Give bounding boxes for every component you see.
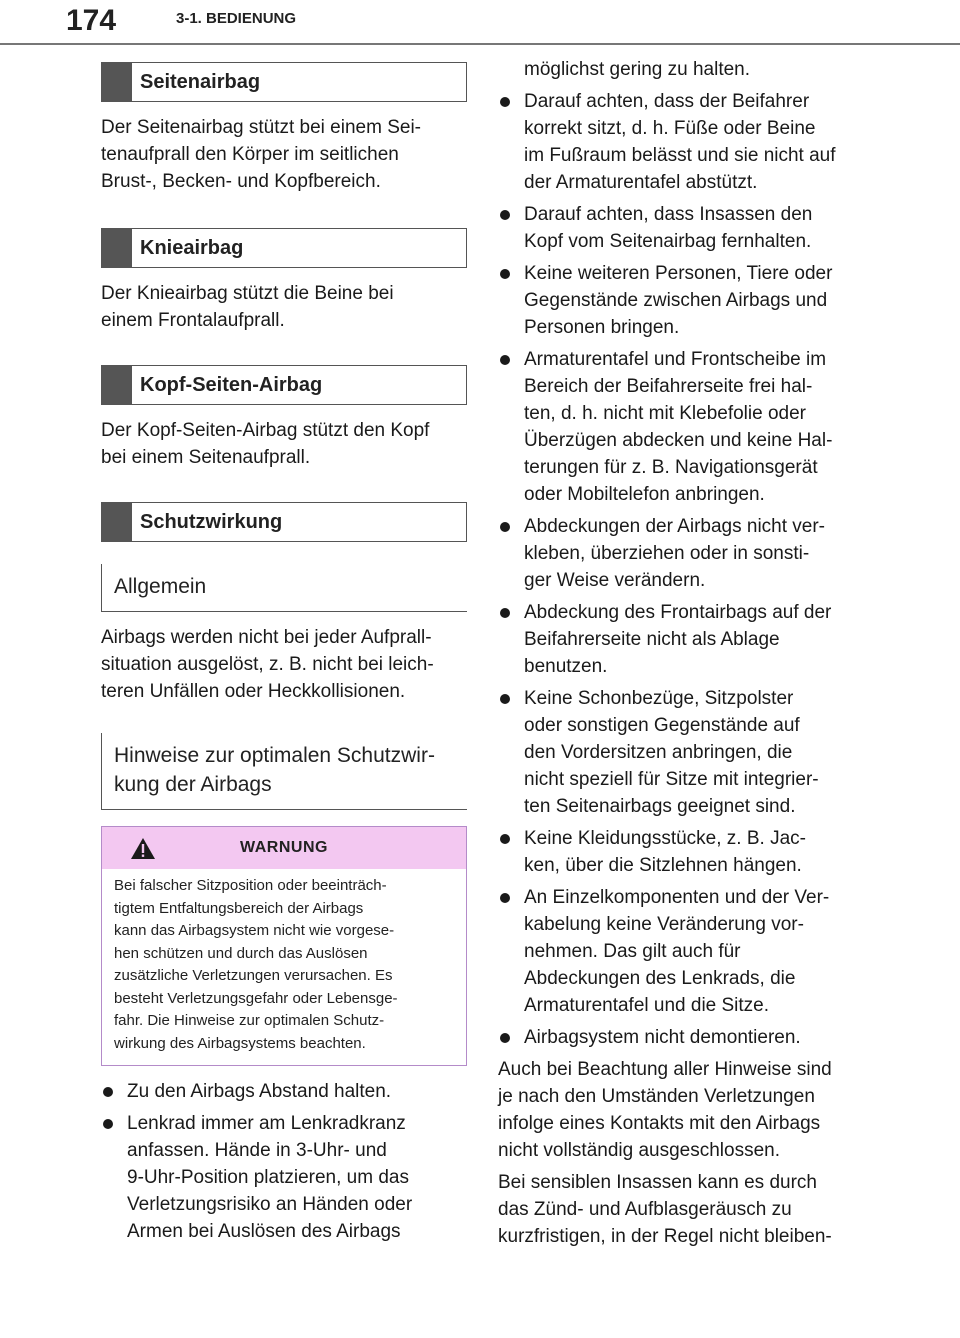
text-line: Der Seitenairbag stützt bei einem Sei-: [101, 117, 421, 138]
text-line: oder Mobiltelefon anbringen.: [524, 484, 765, 505]
text-line: das Zünd- und Aufblasgeräusch zu: [498, 1199, 792, 1220]
heading-kopf-seiten-airbag: [101, 365, 467, 405]
text-line: Darauf achten, dass der Beifahrer: [524, 91, 810, 112]
text-line: kurzfristigen, in der Regel nicht bleiben-: [498, 1226, 832, 1247]
text-line: Brust-, Becken- und Kopfbereich.: [101, 171, 381, 192]
text-line: zusätzliche Verletzungen verursachen. Es: [114, 967, 393, 984]
text-line: Airbags werden nicht bei jeder Aufprall-: [101, 627, 432, 648]
bullet-icon: [103, 1087, 113, 1097]
text-line: benutzen.: [524, 656, 608, 677]
text-line: Bei sensiblen Insassen kann es durch: [498, 1172, 817, 1193]
text-line: nehmen. Das gilt auch für: [524, 941, 741, 962]
text-line: Keine Kleidungsstücke, z. B. Jac-: [524, 828, 806, 849]
bullet-icon: [500, 608, 510, 618]
warning-box: [101, 826, 467, 1066]
text-line: nicht vollständig ausgeschlossen.: [498, 1140, 781, 1161]
list-item: [498, 884, 868, 1019]
continuation-text: [498, 56, 868, 83]
text-line: einem Frontalaufprall.: [101, 310, 285, 331]
text-line: Lenkrad immer am Lenkradkranz: [127, 1113, 406, 1134]
right-bullet-list: [498, 88, 868, 1051]
bullet-icon: [500, 694, 510, 704]
seitenairbag-text: [101, 114, 467, 195]
subheading-allgemein: Allgemein: [101, 564, 467, 612]
list-item: [498, 685, 868, 820]
text-line: im Fußraum belässt und sie nicht auf: [524, 145, 836, 166]
text-line: Bereich der Beifahrerseite frei hal-: [524, 376, 813, 397]
heading-label: Seitenairbag: [140, 70, 261, 93]
text-line: ten, d. h. nicht mit Klebefolie oder: [524, 403, 806, 424]
bullet-icon: [500, 1033, 510, 1043]
bullet-icon: [103, 1119, 113, 1129]
kopf-text: [101, 417, 467, 471]
header-divider: [0, 43, 960, 45]
heading-schutzwirkung: [101, 502, 467, 542]
text-line: Armaturentafel und die Sitze.: [524, 995, 770, 1016]
text-line: Auch bei Beachtung aller Hinweise sind: [498, 1059, 832, 1080]
text-line: Gegenstände zwischen Airbags und: [524, 290, 828, 311]
right-column: [498, 56, 868, 1250]
text-line: 9-Uhr-Position platzieren, um das: [127, 1167, 409, 1188]
text-line: Der Knieairbag stützt die Beine bei: [101, 283, 394, 304]
heading-knieairbag: [101, 228, 467, 268]
list-item: [498, 260, 868, 341]
text-line: An Einzelkomponenten und der Ver-: [524, 887, 830, 908]
text-line: Keine Schonbezüge, Sitzpolster: [524, 688, 794, 709]
text-line: nicht speziell für Sitze mit integrier-: [524, 769, 819, 790]
text-line: Zu den Airbags Abstand halten.: [127, 1081, 392, 1102]
heading-label: Knieairbag: [140, 236, 244, 259]
warning-title: WARNUNG: [240, 839, 328, 856]
text-line: Bei falscher Sitzposition oder beeinträch-: [114, 877, 387, 894]
heading-bar: [102, 503, 132, 541]
text-line: Überzügen abdecken und keine Hal-: [524, 430, 833, 451]
text-line: Abdeckungen des Lenkrads, die: [524, 968, 796, 989]
text-line: teren Unfällen oder Heckkollisionen.: [101, 681, 406, 702]
text-line: Armen bei Auslösen des Airbags: [127, 1221, 401, 1242]
section-title: 3-1. BEDIENUNG: [176, 10, 297, 27]
text-line: situation ausgelöst, z. B. nicht bei leich-: [101, 654, 434, 675]
text-line: kleben, überziehen oder in sonsti-: [524, 543, 810, 564]
text-line: tigtem Entfaltungsbereich der Airbags: [114, 899, 364, 917]
list-item: [498, 346, 868, 508]
text-line: oder sonstigen Gegenstände auf: [524, 715, 800, 736]
warning-triangle-icon: [130, 837, 156, 860]
text-line: Kopf vom Seitenairbag fernhalten.: [524, 231, 812, 252]
warning-text: [102, 869, 466, 1065]
subheading-hinweise: [101, 733, 467, 810]
list-item: [498, 201, 868, 255]
text-line: ten Seitenairbags geeignet sind.: [524, 796, 796, 817]
text-line: Keine weiteren Personen, Tiere oder: [524, 263, 833, 284]
text-line: bei einem Seitenaufprall.: [101, 447, 311, 468]
list-item: [101, 1078, 467, 1105]
heading-bar: [102, 229, 132, 267]
left-column: [101, 62, 467, 1250]
text-line: je nach den Umständen Verletzungen: [498, 1086, 815, 1107]
text-line: Abdeckungen der Airbags nicht ver-: [524, 516, 826, 537]
paragraph-insassen: [498, 1169, 868, 1250]
text-line: Armaturentafel und Frontscheibe im: [524, 349, 827, 370]
heading-line: Hinweise zur optimalen Schutzwir-: [114, 744, 435, 767]
knieairbag-text: [101, 280, 467, 334]
text-line: den Vordersitzen anbringen, die: [524, 742, 793, 763]
list-item: [498, 513, 868, 594]
text-line: wirkung des Airbagsystems beachten.: [114, 1034, 366, 1052]
left-bullet-list: [101, 1078, 467, 1245]
text-line: Airbagsystem nicht demontieren.: [524, 1027, 801, 1048]
allgemein-text: [101, 624, 467, 705]
heading-bar: [102, 63, 132, 101]
paragraph-hinweise: [498, 1056, 868, 1164]
text-line: besteht Verletzungsgefahr oder Lebensge-: [114, 989, 398, 1007]
heading-label: Schutzwirkung: [140, 510, 283, 533]
text-line: infolge eines Kontakts mit den Airbags: [498, 1113, 821, 1134]
text-line: Verletzungsrisiko an Händen oder: [127, 1194, 413, 1215]
list-item: [498, 1024, 868, 1051]
list-item: [101, 1110, 467, 1245]
warning-header: [102, 827, 466, 869]
heading-seitenairbag: [101, 62, 467, 102]
text-line: kann das Airbagsystem nicht wie vorgese-: [114, 922, 395, 939]
bullet-icon: [500, 210, 510, 220]
text-line: korrekt sitzt, d. h. Füße oder Beine: [524, 118, 816, 139]
text-line: ken, über die Sitzlehnen hängen.: [524, 855, 802, 876]
list-item: [498, 599, 868, 680]
text-line: anfassen. Hände in 3-Uhr- und: [127, 1140, 387, 1161]
text-line: kabelung keine Veränderung vor-: [524, 914, 804, 935]
text-line: Abdeckung des Frontairbags auf der: [524, 602, 832, 623]
page-number: 174: [66, 4, 117, 37]
bullet-icon: [500, 355, 510, 365]
text-line: Beifahrerseite nicht als Ablage: [524, 629, 780, 650]
text-line: terungen für z. B. Navigationsgerät: [524, 457, 818, 478]
bullet-icon: [500, 522, 510, 532]
heading-line: kung der Airbags: [114, 773, 272, 796]
text-line: ger Weise verändern.: [524, 570, 706, 591]
bullet-icon: [500, 893, 510, 903]
text-line: Der Kopf-Seiten-Airbag stützt den Kopf: [101, 420, 430, 441]
heading-bar: [102, 366, 132, 404]
text-line: fahr. Die Hinweise zur optimalen Schutz-: [114, 1012, 385, 1029]
text-line: tenaufprall den Körper im seitlichen: [101, 144, 399, 165]
text-line: möglichst gering zu halten.: [524, 59, 751, 80]
text-line: Personen bringen.: [524, 317, 680, 338]
bullet-icon: [500, 269, 510, 279]
list-item: [498, 825, 868, 879]
list-item: [498, 88, 868, 196]
heading-label: Kopf-Seiten-Airbag: [140, 373, 323, 396]
bullet-icon: [500, 834, 510, 844]
text-line: hen schützen und durch das Auslösen: [114, 944, 368, 962]
text-line: der Armaturentafel abstützt.: [524, 172, 758, 193]
text-line: Darauf achten, dass Insassen den: [524, 204, 813, 225]
bullet-icon: [500, 97, 510, 107]
page-header: [0, 0, 960, 46]
